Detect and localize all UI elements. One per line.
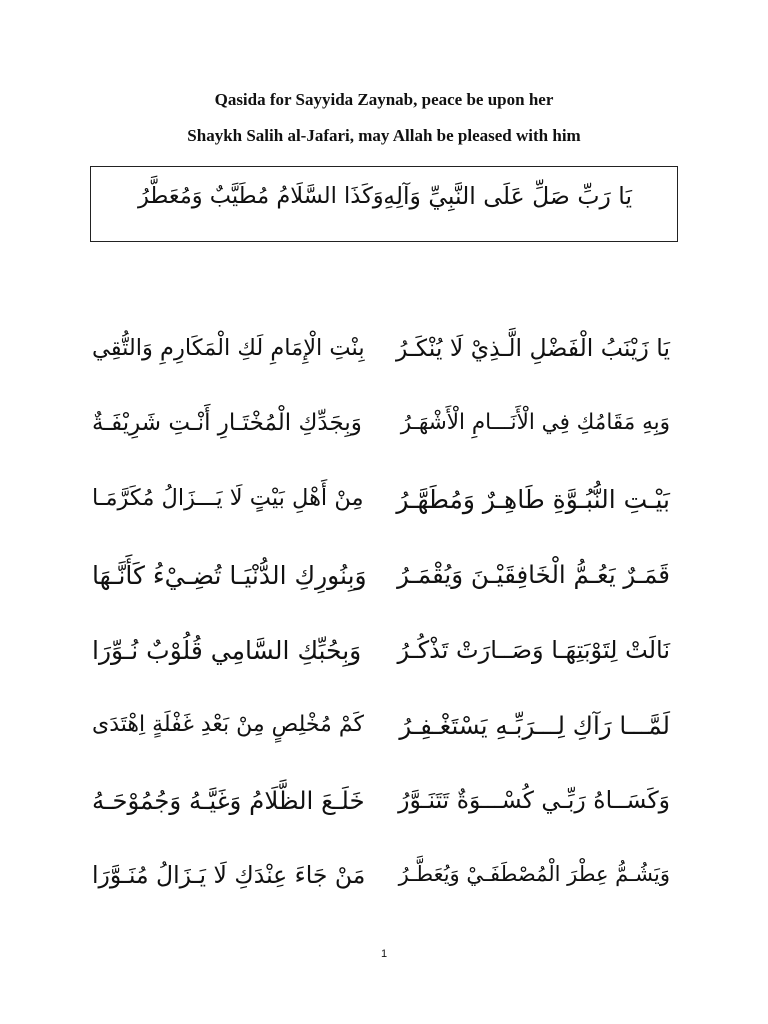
verse [92,781,670,831]
verse-second-hemistich: وَبِجَدِّكِ الْمُخْتَـارِ أَنْـتِ شَرِيْفَـةٌ [92,410,362,436]
verse [92,856,670,906]
verse-second-hemistich: خَلَـعَ الظَّلَامُ وَغَيَّـهُ وَجُمُوْحَـهُ [92,786,365,815]
verse [92,630,670,680]
verse-first-hemistich: قَمَـرٌ يَعُـمُّ الْخَافِقَيْـنَ وَيُقْمَـرُ [397,560,670,589]
verse-first-hemistich: بَيْـتِ النُّبُـوَّةِ طَاهِـرٌ وَمُطَهَّـرُ [396,485,670,514]
opening-verse-first-hemistich: يَا رَبِّ صَلِّ عَلَى النَّبِيِّ وَآلِهِ [383,182,632,210]
verse-second-hemistich: بِنْتِ الْإِمَامِ لَكِ الْمَكَارِمِ وَالتُّقِي [92,335,365,361]
verse [92,404,670,454]
verse [92,706,670,756]
verse-second-hemistich: وَبِحُبِّكِ السَّامِي قُلُوْبٌ نُـوِّرَا [92,636,362,665]
verse [92,555,670,605]
verse-first-hemistich: وَبِهِ مَقَامُكِ فِي الْأَنَـــامِ الْأَشْهَـرُ [400,410,670,435]
verse-second-hemistich: كَمْ مُخْلِصٍ مِنْ بَعْدِ غَفْلَةٍ اِهْتَدَى [92,712,364,737]
verse-first-hemistich: لَمَّـــا رَآكِ لِـــرَبِّـهِ يَسْتَغْـفِـرُ [399,711,670,740]
opening-verse-box [90,166,678,242]
verse-second-hemistich: مَنْ جَاءَ عِنْدَكِ لَا يَـزَالُ مُنَـوَّرَا [92,861,366,889]
page-number: 1 [380,948,388,960]
verse-second-hemistich: مِنْ أَهْلِ بَيْتٍ لَا يَـــزَالُ مُكَرَّمَـا [92,485,364,511]
verse-first-hemistich: وَيَشُـمُّ عِطْرَ الْمُصْطَفَـيْ وَيُعَطَّـرُ [398,862,670,886]
author-line: Shaykh Salih al-Jafari, may Allah be pleased with him [187,126,581,145]
verse-first-hemistich: يَا زَيْنَبُ الْفَضْلِ الَّـذِيْ لَا يُنْكَـرُ [395,334,670,362]
verse-first-hemistich: وَكَسَــاهُ رَبِّـي كُسْـــوَةٌ تَتَنَـوَّرُ [398,786,670,814]
verse-first-hemistich: نَالَتْ لِتَوْبَتِهَـا وَصَــارَتْ تَذْكُـرُ [397,636,670,664]
verse [92,329,670,379]
opening-verse-second-hemistich: وَكَذَا السَّلَامُ مُطَيَّبٌ وَمُعَطَّرُ [138,183,384,209]
verse-second-hemistich: وَبِنُورِكِ الدُّنْيَـا تُضِـيْءُ كَأَنَّـهَا [92,561,367,590]
page-title: Qasida for Sayyida Zaynab, peace be upon her [214,90,554,109]
verse [92,479,670,529]
